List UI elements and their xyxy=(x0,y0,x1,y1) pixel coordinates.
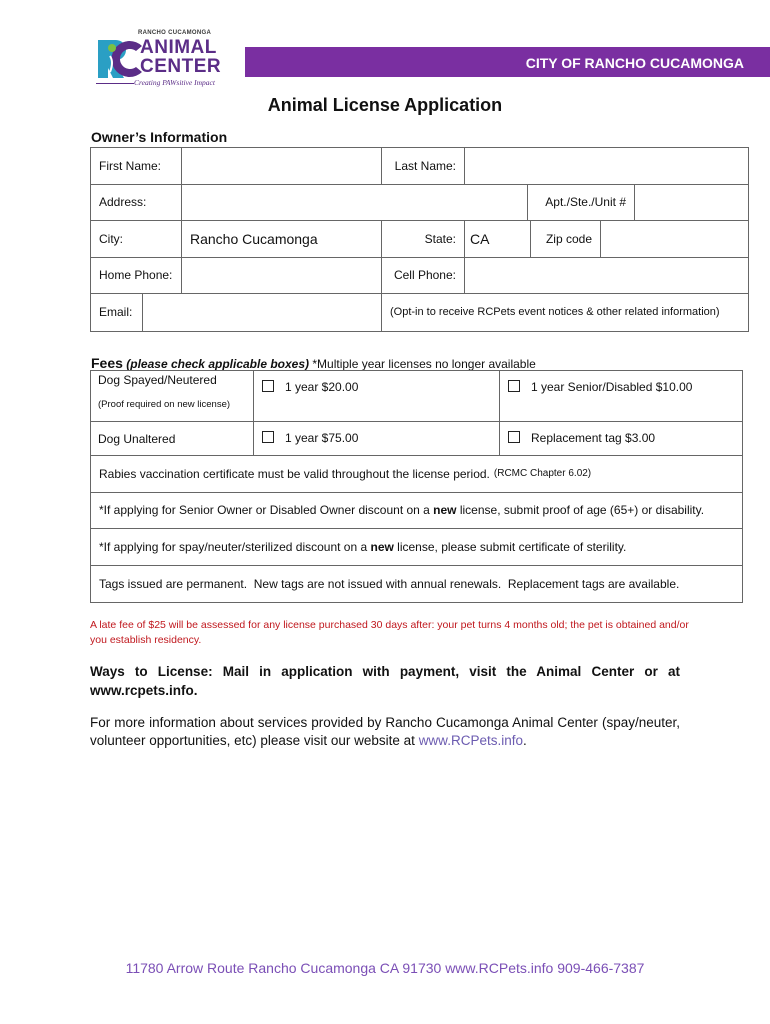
address-label: Address: xyxy=(91,185,182,221)
more-info-text: For more information about services provided by Rancho Cucamonga Animal Center (spay/neuter, volunteer opportunities, etc) please visit our website at xyxy=(90,715,680,748)
address-row xyxy=(91,185,748,222)
rc-logo-icon xyxy=(96,34,144,82)
spayed-label: Dog Spayed/Neutered xyxy=(98,373,217,387)
last-name-label: Last Name: xyxy=(382,148,465,184)
spayed-note: (Proof required on new license) xyxy=(98,399,231,410)
notes-table xyxy=(90,455,743,603)
cell-phone-label: Cell Phone: xyxy=(382,258,465,294)
zip-field[interactable] xyxy=(601,221,748,257)
spayed-1yr-label: 1 year $20.00 xyxy=(285,380,359,394)
footer-address: 11780 Arrow Route Rancho Cucamonga CA 91730 www.RCPets.info 909-466-7387 xyxy=(125,960,645,976)
page-title: Animal License Application xyxy=(267,95,503,115)
unaltered-row xyxy=(91,422,742,455)
email-row xyxy=(91,294,748,331)
fees-title-note: *Multiple year licenses no longer available xyxy=(312,357,536,371)
state-label: State: xyxy=(382,221,465,257)
spayed-label-cell xyxy=(91,371,254,421)
unaltered-option-1[interactable] xyxy=(254,422,500,455)
city-label: City: xyxy=(91,221,182,257)
ways-to-license: Ways to License: Mail in application with payment, visit the Animal Center or at www.rcpets.info. xyxy=(90,664,680,698)
city-banner: CITY OF RANCHO CUCAMONGA xyxy=(245,47,770,77)
late-fee-notice: A late fee of $25 will be assessed for any license purchased 30 days after: your pet turns 4 months old; the pet is obtained and/or you establish residency. xyxy=(90,619,689,646)
city-row xyxy=(91,221,748,258)
senior-note xyxy=(91,493,742,530)
senior-text-post: license, submit proof of age (65+) or disability. xyxy=(456,503,705,518)
logo-tagline: Creating PAWsitive Impact xyxy=(134,78,215,87)
first-name-label: First Name: xyxy=(91,148,182,184)
apt-field[interactable] xyxy=(635,185,748,221)
website-link[interactable]: www.RCPets.info xyxy=(418,733,523,748)
zip-label: Zip code xyxy=(531,221,601,257)
replacement-tag-label: Replacement tag $3.00 xyxy=(531,431,656,445)
senior-text-bold: new xyxy=(433,503,457,518)
unaltered-1yr-checkbox[interactable] xyxy=(262,431,274,443)
opt-in-note[interactable]: (Opt-in to receive RCPets event notices & other related information) xyxy=(390,306,720,319)
spay-text-bold: new xyxy=(370,539,394,554)
senior-disabled-checkbox[interactable] xyxy=(508,380,520,392)
logo-animal-text: ANIMAL xyxy=(140,37,217,58)
name-row xyxy=(91,148,748,185)
email-label: Email: xyxy=(91,294,143,331)
tags-note xyxy=(91,566,742,603)
email-field[interactable] xyxy=(143,294,382,331)
home-phone-label: Home Phone: xyxy=(91,258,182,294)
tags-text: Tags issued are permanent. New tags are not issued with annual renewals. Replacement tags are available. xyxy=(99,577,680,592)
unaltered-label: Dog Unaltered xyxy=(98,432,176,446)
first-name-field[interactable] xyxy=(182,148,382,184)
cell-phone-field[interactable] xyxy=(465,258,748,294)
fees-title-instruction: (please check applicable boxes) xyxy=(126,357,310,371)
phone-row xyxy=(91,258,748,295)
owner-info-table xyxy=(90,147,749,332)
logo-center-text: CENTER xyxy=(140,56,222,77)
spayed-option-2[interactable] xyxy=(500,371,742,421)
unaltered-1yr-label: 1 year $75.00 xyxy=(285,431,359,445)
animal-center-logo xyxy=(96,28,241,94)
replacement-tag-checkbox[interactable] xyxy=(508,431,520,443)
spay-text-pre: *If applying for spay/neuter/sterilized discount on a xyxy=(99,539,371,554)
senior-text-pre: *If applying for Senior Owner or Disabled Owner discount on a xyxy=(99,503,434,518)
home-phone-field[interactable] xyxy=(182,258,382,294)
unaltered-label-cell xyxy=(91,422,254,455)
rabies-text: Rabies vaccination certificate must be valid throughout the license period. xyxy=(99,466,490,481)
fees-table xyxy=(90,370,743,456)
spay-text-post: license, please submit certificate of sterility. xyxy=(393,539,627,554)
fees-title xyxy=(91,355,536,371)
rabies-ref: (RCMC Chapter 6.02) xyxy=(493,468,592,480)
spayed-1yr-checkbox[interactable] xyxy=(262,380,274,392)
last-name-field[interactable] xyxy=(465,148,748,184)
spayed-row xyxy=(91,371,742,422)
logo-top-text: RANCHO CUCAMONGA xyxy=(138,30,212,36)
senior-disabled-label: 1 year Senior/Disabled $10.00 xyxy=(531,380,693,394)
apt-label: Apt./Ste./Unit # xyxy=(528,185,635,221)
spayed-option-1[interactable] xyxy=(254,371,500,421)
more-info-end: . xyxy=(522,733,527,748)
spay-note xyxy=(91,529,742,566)
rabies-note xyxy=(91,456,742,493)
address-field[interactable] xyxy=(182,185,528,221)
more-info xyxy=(90,714,680,750)
unaltered-option-2[interactable] xyxy=(500,422,742,455)
logo-divider xyxy=(96,83,134,84)
owner-section-title: Owner’s Information xyxy=(91,129,228,145)
state-field[interactable]: CA xyxy=(465,221,531,257)
city-field[interactable]: Rancho Cucamonga xyxy=(182,221,382,257)
fees-title-bold: Fees xyxy=(91,355,123,371)
